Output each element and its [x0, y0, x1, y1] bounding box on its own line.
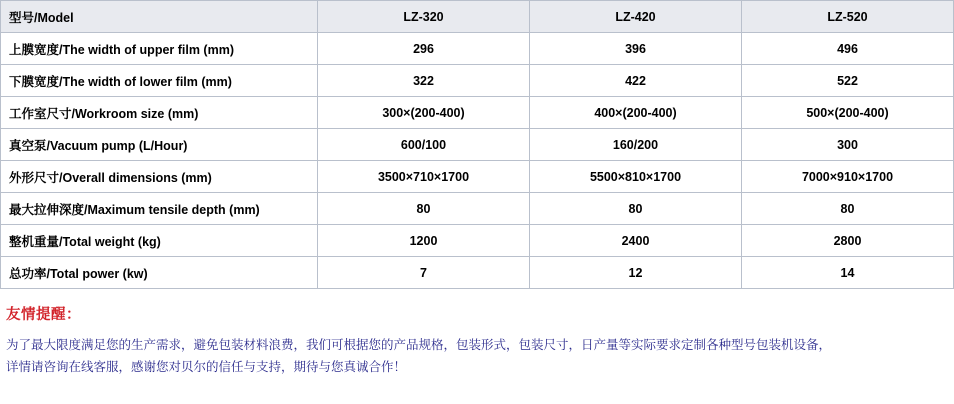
row-value: 1200 [318, 225, 530, 257]
column-header-lz520: LZ-520 [742, 1, 954, 33]
column-header-model: 型号/Model [1, 1, 318, 33]
table-row [1, 97, 954, 129]
table-row [1, 193, 954, 225]
row-value: 7 [318, 257, 530, 289]
note-line: 详情请咨询在线客服，感谢您对贝尔的信任与支持，期待与您真诚合作！ [6, 360, 407, 374]
row-value: 522 [742, 65, 954, 97]
table-row [1, 257, 954, 289]
column-header-lz320: LZ-320 [318, 1, 530, 33]
table-row [1, 129, 954, 161]
table-row [1, 161, 954, 193]
row-value: 600/100 [318, 129, 530, 161]
row-label: 真空泵/Vacuum pump (L/Hour) [1, 129, 318, 161]
row-value: 300×(200-400) [318, 97, 530, 129]
row-value: 14 [742, 257, 954, 289]
row-value: 3500×710×1700 [318, 161, 530, 193]
row-value: 300 [742, 129, 954, 161]
row-value: 322 [318, 65, 530, 97]
column-header-lz420: LZ-420 [530, 1, 742, 33]
footer-note [0, 289, 954, 378]
row-label: 下膜宽度/The width of lower film (mm) [1, 65, 318, 97]
row-value: 400×(200-400) [530, 97, 742, 129]
table-row [1, 33, 954, 65]
row-value: 80 [530, 193, 742, 225]
table-row [1, 225, 954, 257]
row-value: 80 [742, 193, 954, 225]
row-value: 5500×810×1700 [530, 161, 742, 193]
row-label: 上膜宽度/The width of upper film (mm) [1, 33, 318, 65]
row-label: 外形尺寸/Overall dimensions (mm) [1, 161, 318, 193]
row-value: 2800 [742, 225, 954, 257]
row-value: 296 [318, 33, 530, 65]
row-label: 总功率/Total power (kw) [1, 257, 318, 289]
table-row [1, 65, 954, 97]
row-value: 2400 [530, 225, 742, 257]
row-value: 160/200 [530, 129, 742, 161]
row-label: 整机重量/Total weight (kg) [1, 225, 318, 257]
row-label: 最大拉伸深度/Maximum tensile depth (mm) [1, 193, 318, 225]
row-value: 80 [318, 193, 530, 225]
row-value: 12 [530, 257, 742, 289]
row-value: 396 [530, 33, 742, 65]
note-title: 友情提醒： [6, 307, 81, 323]
table-header-row [1, 1, 954, 33]
row-value: 496 [742, 33, 954, 65]
note-line: 为了最大限度满足您的生产需求，避免包装材料浪费，我们可根据您的产品规格，包装形式，包装尺寸，日产量等实际要求定制各种型号包装机设备， [6, 338, 832, 352]
row-value: 7000×910×1700 [742, 161, 954, 193]
row-value: 500×(200-400) [742, 97, 954, 129]
row-value: 422 [530, 65, 742, 97]
table-body [1, 1, 954, 289]
row-label: 工作室尺寸/Workroom size (mm) [1, 97, 318, 129]
